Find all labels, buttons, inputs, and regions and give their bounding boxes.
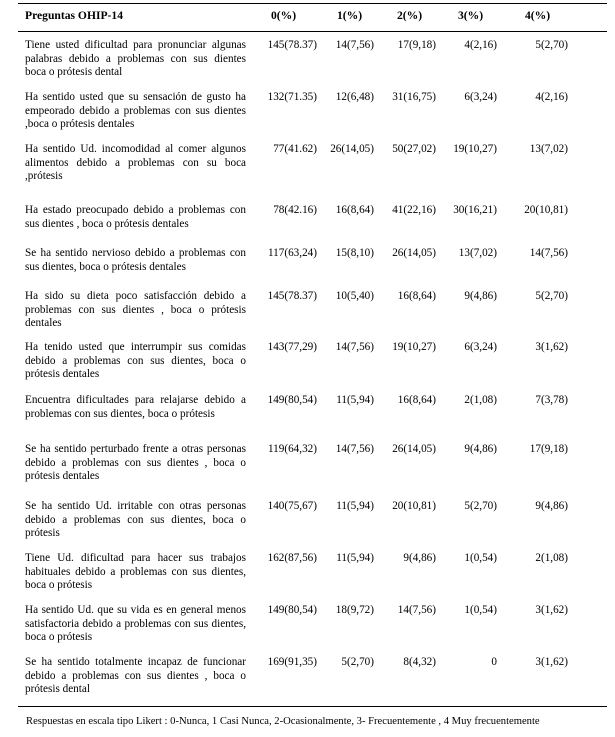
value-col-4: 3(1,62) [535, 604, 568, 616]
question-text: Ha tenido usted que interrumpir sus comidas debido a problemas con sus dientes, boca o prótesis dentales [25, 341, 246, 381]
value-col-1: 16(8,64) [335, 204, 374, 216]
value-col-2: 41(22,16) [392, 204, 436, 216]
value-col-0: 119(64,32) [268, 443, 317, 455]
value-col-4: 3(1,62) [535, 341, 568, 353]
header-rule [18, 31, 607, 32]
value-col-0: 132(71.35) [267, 91, 317, 103]
value-col-0: 149(80,54) [267, 394, 317, 406]
question-text: Se ha sentido nervioso debido a problemas con sus dientes, boca o prótesis dentales [25, 247, 246, 273]
header-col-1: 1(%) [337, 9, 363, 22]
value-col-1: 14(7,56) [335, 443, 374, 455]
value-col-3: 30(16,21) [453, 204, 497, 216]
value-col-4: 9(4,86) [535, 500, 568, 512]
question-text: Ha estado preocupado debido a problemas con sus dientes , boca o prótesis dentales [25, 204, 246, 230]
value-col-4: 4(2,16) [535, 91, 568, 103]
question-text: Se ha sentido totalmente incapaz de funcionar debido a problemas con sus dientes , boca o prótesis dental [25, 656, 246, 696]
value-col-3: 4(2,16) [464, 39, 497, 51]
value-col-2: 26(14,05) [392, 247, 436, 259]
question-text: Tiene Ud. dificultad para hacer sus trabajos habituales debido a problemas con sus dientes, boca o prótesis [25, 552, 246, 592]
value-col-4: 13(7,02) [529, 143, 568, 155]
value-col-0: 78(42.16) [273, 204, 317, 216]
value-col-3: 1(0,54) [464, 604, 497, 616]
value-col-3: 2(1,08) [464, 394, 497, 406]
value-col-3: 9(4,86) [464, 290, 497, 302]
value-col-0: 149(80,54) [267, 604, 317, 616]
value-col-3: 6(3,24) [464, 91, 497, 103]
question-text: Ha sentido usted que su sensación de gusto ha empeorado debido a problemas con sus dientes ,boca o prótesis dentales [25, 91, 246, 131]
value-col-1: 11(5,94) [336, 394, 374, 406]
question-text: Ha sentido Ud. incomodidad al comer algunos alimentos debido a problemas con su boca ,prótesis [25, 143, 246, 183]
value-col-2: 14(7,56) [397, 604, 436, 616]
value-col-2: 9(4,86) [403, 552, 436, 564]
value-col-1: 14(7,56) [335, 39, 374, 51]
value-col-1: 18(9,72) [335, 604, 374, 616]
question-text: Se ha sentido Ud. irritable con otras personas debido a problemas con sus dientes, boca o prótesis [25, 500, 246, 540]
question-text: Ha sentido Ud. que su vida es en general menos satisfactoria debido a problemas con sus dientes, boca o prótesis [25, 604, 246, 644]
value-col-2: 31(16,75) [392, 91, 436, 103]
value-col-0: 169(91,35) [267, 656, 317, 668]
value-col-3: 6(3,24) [464, 341, 497, 353]
value-col-3: 13(7,02) [458, 247, 497, 259]
table-top-rule [18, 3, 607, 4]
header-col-2: 2(%) [397, 9, 423, 22]
value-col-0: 162(87,56) [267, 552, 317, 564]
value-col-0: 140(75,67) [267, 500, 317, 512]
question-text: Ha sido su dieta poco satisfacción debido a problemas con sus dientes , boca o prótesis dentales [25, 290, 246, 330]
value-col-3: 1(0,54) [464, 552, 497, 564]
value-col-0: 145(78.37) [267, 290, 317, 302]
value-col-4: 14(7,56) [529, 247, 568, 259]
header-col-3: 3(%) [458, 9, 484, 22]
value-col-0: 117(63,24) [268, 247, 317, 259]
value-col-2: 20(10,81) [392, 500, 436, 512]
value-col-1: 11(5,94) [336, 552, 374, 564]
value-col-4: 17(9,18) [529, 443, 568, 455]
value-col-1: 10(5,40) [335, 290, 374, 302]
value-col-4: 5(2,70) [535, 290, 568, 302]
value-col-2: 19(10,27) [392, 341, 436, 353]
value-col-1: 26(14,05) [330, 143, 374, 155]
value-col-1: 5(2,70) [341, 656, 374, 668]
value-col-2: 50(27,02) [392, 143, 436, 155]
header-question: Preguntas OHIP-14 [25, 9, 124, 22]
value-col-2: 26(14,05) [392, 443, 436, 455]
header-col-0: 0(%) [271, 9, 297, 22]
header-col-4: 4(%) [525, 9, 551, 22]
value-col-4: 7(3,78) [535, 394, 568, 406]
value-col-4: 3(1,62) [535, 656, 568, 668]
value-col-1: 11(5,94) [336, 500, 374, 512]
value-col-2: 17(9,18) [397, 39, 436, 51]
value-col-2: 16(8,64) [397, 290, 436, 302]
value-col-0: 145(78.37) [267, 39, 317, 51]
value-col-2: 8(4,32) [403, 656, 436, 668]
value-col-1: 12(6,48) [335, 91, 374, 103]
value-col-4: 5(2,70) [535, 39, 568, 51]
question-text: Se ha sentido perturbado frente a otras personas debido a problemas con sus dientes , boca o prótesis dentales [25, 443, 246, 483]
value-col-4: 20(10,81) [524, 204, 568, 216]
value-col-2: 16(8,64) [397, 394, 436, 406]
table-footnote: Respuestas en escala tipo Likert : 0-Nunca, 1 Casi Nunca, 2-Ocasionalmente, 3- Frecuentemente , 4 Muy frecuentemente [26, 716, 540, 727]
value-col-1: 15(8,10) [335, 247, 374, 259]
question-text: Encuentra dificultades para relajarse debido a problemas con sus dientes, boca o prótesis [25, 394, 246, 420]
value-col-3: 9(4,86) [464, 443, 497, 455]
value-col-3: 19(10,27) [453, 143, 497, 155]
value-col-0: 77(41.62) [273, 143, 317, 155]
value-col-3: 5(2,70) [464, 500, 497, 512]
question-text: Tiene usted dificultad para pronunciar algunas palabras debido a problemas con sus dientes boca o prótesis dental [25, 39, 246, 79]
value-col-1: 14(7,56) [335, 341, 374, 353]
table-bottom-rule [18, 706, 607, 707]
value-col-0: 143(77,29) [267, 341, 317, 353]
value-col-3: 0 [491, 656, 497, 668]
value-col-4: 2(1,08) [535, 552, 568, 564]
